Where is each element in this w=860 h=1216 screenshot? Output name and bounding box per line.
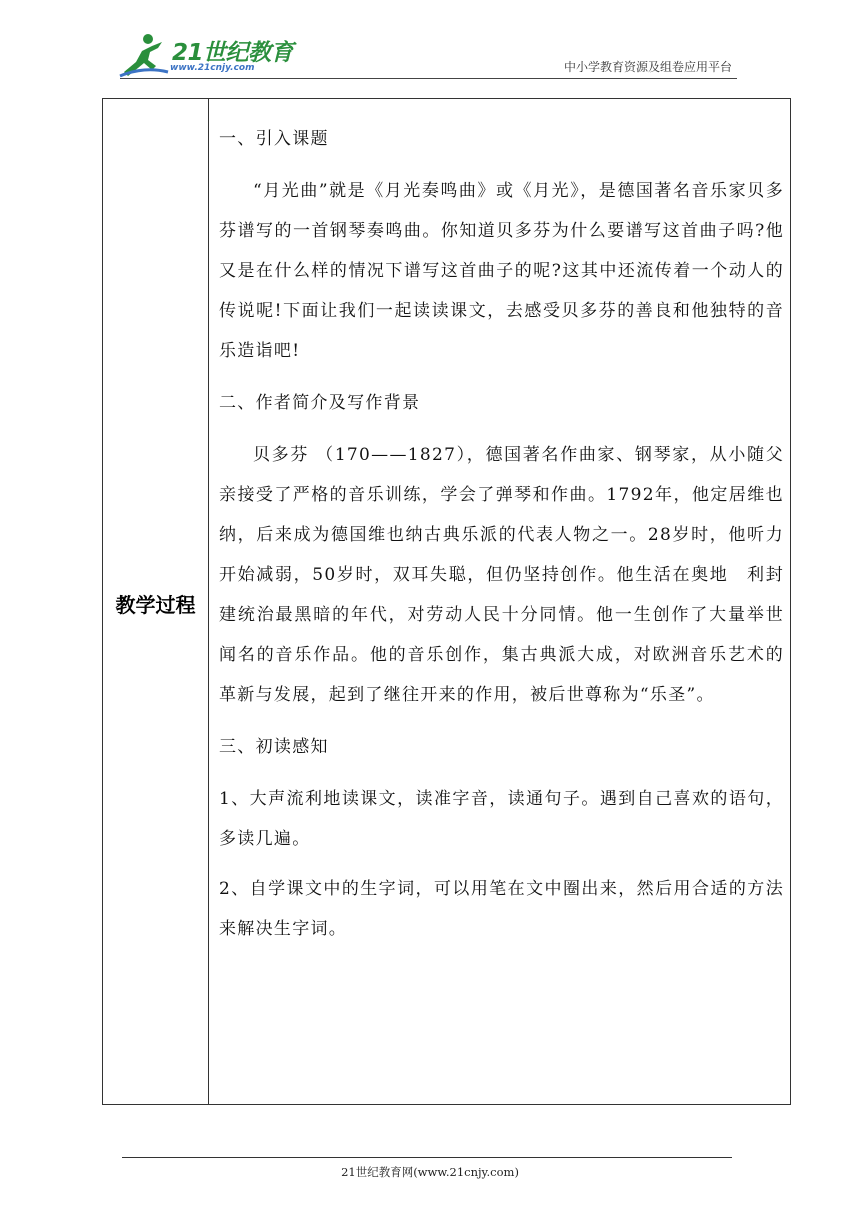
header-divider xyxy=(120,78,737,79)
list-item: 1、大声流利地读课文，读准字音，读通句子。遇到自己喜欢的语句，多读几遍。 xyxy=(219,789,784,849)
logo-wordmark: 21世纪教育 xyxy=(172,40,294,66)
lesson-content xyxy=(219,119,784,949)
runner-logo-icon xyxy=(118,32,170,78)
footer-text: 21世纪教育网(www.21cnjy.com) xyxy=(341,1165,519,1179)
column-divider xyxy=(208,99,209,1104)
page-header xyxy=(0,0,860,82)
heading-intro: 一、引入课题 xyxy=(219,129,329,149)
lesson-table xyxy=(102,98,791,1105)
list-item: 2、自学课文中的生字词，可以用笔在文中圈出来，然后用合适的方法来解决生字词。 xyxy=(219,879,784,939)
heading-author: 二、作者简介及写作背景 xyxy=(219,393,421,413)
logo-url: www.21cnjy.com xyxy=(170,63,255,73)
heading-first-reading: 三、初读感知 xyxy=(219,737,329,757)
section-label: 教学过程 xyxy=(115,593,196,617)
site-logo xyxy=(118,32,294,80)
paragraph-author: 贝多芬 （170——1827），德国著名作曲家、钢琴家，从小随父亲接受了严格的音乐训练，学会了弹琴和作曲。1792年，他定居维也纳，后来成为德国维也纳古典乐派的代表人物之一。28岁时，他听力开始减弱，50岁时，双耳失聪，但仍坚持创作。他生活在奥地 利封建统治最黑暗的年代，对劳动人民十分同情。他一生创作了大量举世闻名的音乐作品。他的音乐创作，集古典派大成，对欧洲音乐艺术的革新与发展，起到了继往开来的作用，被后世尊称为“乐圣”。 xyxy=(219,445,784,705)
paragraph-intro: “月光曲”就是《月光奏鸣曲》或《月光》，是德国著名音乐家贝多芬谱写的一首钢琴奏鸣曲。你知道贝多芬为什么要谱写这首曲子吗?他又是在什么样的情况下谱写这首曲子的呢?这其中还流传着一个动人的传说呢!下面让我们一起读读课文，去感受贝多芬的善良和他独特的音乐造诣吧! xyxy=(219,181,784,361)
platform-tagline: 中小学教育资源及组卷应用平台 xyxy=(563,60,732,74)
footer-divider xyxy=(122,1157,732,1158)
